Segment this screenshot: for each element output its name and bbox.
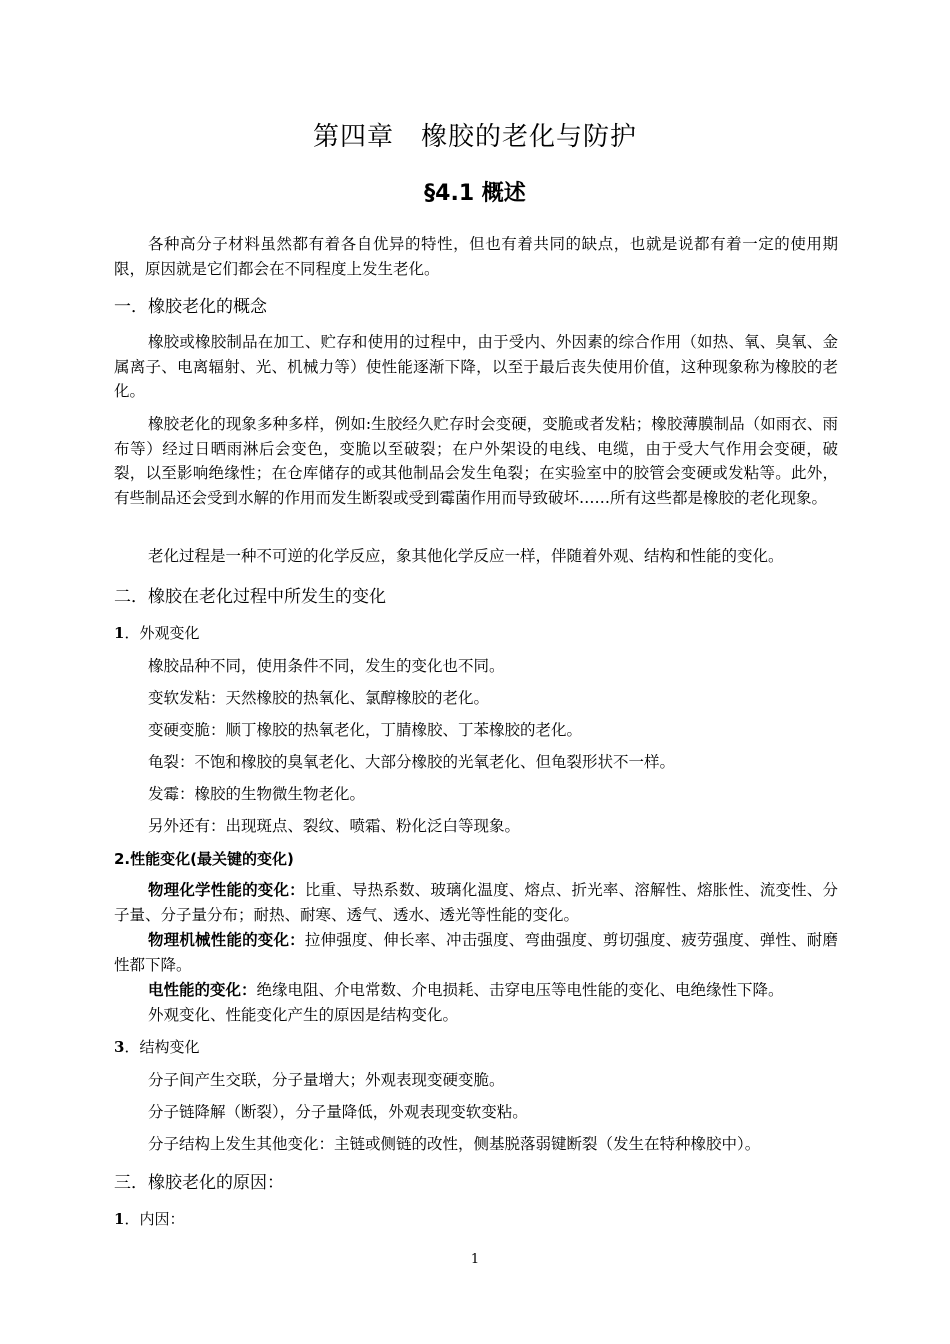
appearance-line: 另外还有：出现斑点、裂纹、喷霜、粉化泛白等现象。: [148, 817, 521, 835]
performance-item-lead: 物理机械性能的变化：: [148, 931, 305, 949]
concept-paragraph-1: 橡胶或橡胶制品在加工、贮存和使用的过程中，由于受内、外因素的综合作用（如热、氧、臭氧、金属离子、电离辐射、光、机械力等）使性能逐渐下降，以至于最后丧失使用价值，这种现象称为橡胶的老化。: [114, 333, 838, 400]
heading-changes: 二．橡胶在老化过程中所发生的变化: [114, 587, 386, 607]
concept-paragraph-3: 老化过程是一种不可逆的化学反应，象其他化学反应一样，伴随着外观、结构和性能的变化。: [148, 547, 784, 565]
section-title: §4.1 概述: [424, 181, 526, 206]
performance-item-lead: 物理化学性能的变化：: [148, 881, 305, 899]
structure-line: 分子结构上发生其他变化：主链或侧链的改性，侧基脱落弱键断裂（发生在特种橡胶中）。: [148, 1135, 761, 1153]
subheading-number: 1: [114, 1210, 125, 1228]
structure-line: 分子间产生交联，分子量增大；外观表现变硬变脆。: [148, 1071, 505, 1089]
appearance-line: 变硬变脆：顺丁橡胶的热氧老化，丁腈橡胶、丁苯橡胶的老化。: [148, 721, 583, 739]
heading-concept: 一．橡胶老化的概念: [114, 297, 267, 317]
chapter-title: 第四章 橡胶的老化与防护: [312, 122, 637, 152]
performance-item: [114, 878, 838, 927]
structure-line: 分子链降解（断裂），分子量降低，外观表现变软变粘。: [148, 1103, 528, 1121]
performance-tail: 外观变化、性能变化产生的原因是结构变化。: [148, 1006, 459, 1024]
subheading-appearance: [114, 622, 199, 643]
subheading-label: ．内因：: [124, 1210, 185, 1228]
subheading-structure: [114, 1036, 199, 1057]
performance-item-lead: 电性能的变化：: [148, 981, 257, 999]
performance-item-text: 拉伸强度、伸长率、冲击强度、弯曲强度、剪切强度、疲劳强度、弹性、耐磨性都下降。: [114, 931, 838, 974]
subheading-internal: [114, 1208, 184, 1229]
performance-item: [114, 978, 838, 1003]
appearance-line: 橡胶品种不同，使用条件不同，发生的变化也不同。: [148, 657, 505, 675]
subheading-performance: 2.性能变化(最关键的变化): [114, 850, 294, 868]
appearance-line: 龟裂：不饱和橡胶的臭氧老化、大部分橡胶的光氧老化、但龟裂形状不一样。: [148, 753, 676, 771]
performance-item-text: 比重、导热系数、玻璃化温度、熔点、折光率、溶解性、熔胀性、流变性、分子量、分子量分布；耐热、耐寒、透气、透水、透光等性能的变化。: [114, 881, 838, 924]
subheading-label: ．外观变化: [124, 624, 200, 642]
intro-paragraph: 各种高分子材料虽然都有着各自优异的特性，但也有着共同的缺点，也就是说都有着一定的使用期限，原因就是它们都会在不同程度上发生老化。: [114, 235, 838, 278]
heading-causes: 三．橡胶老化的原因：: [114, 1173, 284, 1193]
appearance-line: 变软发粘：天然橡胶的热氧化、氯醇橡胶的老化。: [148, 689, 490, 707]
subheading-label: ．结构变化: [124, 1038, 200, 1056]
concept-paragraph-2: 橡胶老化的现象多种多样，例如:生胶经久贮存时会变硬，变脆或者发粘；橡胶薄膜制品（如雨衣、雨布等）经过日晒雨淋后会变色，变脆以至破裂；在户外架设的电线、电缆，由于受大气作用会变硬，破裂，以至影响绝缘性；在仓库储存的或其他制品会发生龟裂；在实验室中的胶管会变硬或发粘等。此外，有些制品还会受到水解的作用而发生断裂或受到霉菌作用而导致破坏……所有这些都是橡胶的老化现象。: [114, 415, 838, 507]
appearance-line: 发霉：橡胶的生物微生物老化。: [148, 785, 366, 803]
subheading-number: 3: [114, 1038, 125, 1056]
performance-item: [114, 928, 838, 977]
subheading-number: 1: [114, 624, 125, 642]
performance-item-text: 绝缘电阻、介电常数、介电损耗、击穿电压等电性能的变化、电绝缘性下降。: [256, 981, 784, 999]
page-number: 1: [470, 1252, 480, 1267]
